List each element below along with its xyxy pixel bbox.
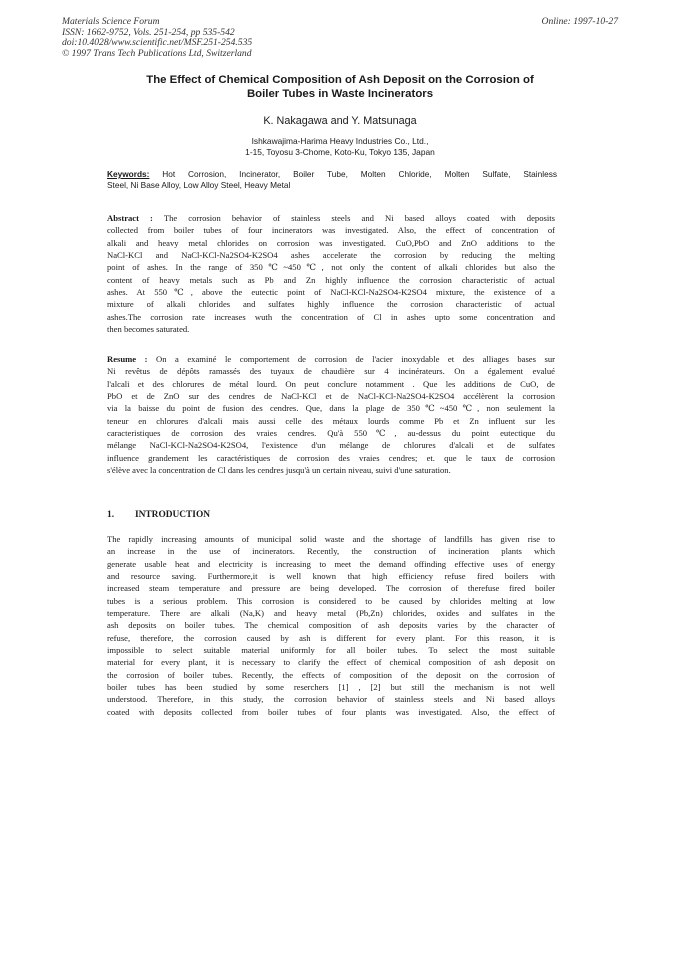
intro-line: material for every plant, it is necessary to clarify the effect of chemical composition of ash deposit on xyxy=(107,657,555,668)
affiliation xyxy=(90,136,590,158)
keywords-line-1 xyxy=(107,169,557,180)
paper-title xyxy=(90,73,590,101)
abstract-line: mixture of alkali chlorides and sulfates highly influence the corrosion characteristic of actual xyxy=(107,299,555,310)
keywords-text-1: Hot Corrosion, Incinerator, Boiler Tube, Molten Chloride, Molten Sulfate, Stainless xyxy=(162,169,557,179)
resume-line: influence grandement les caractéristiques de corrosion des vraies cendres; et. que le taux de corrosion xyxy=(107,452,555,463)
abstract-line: NaCl-KCl and NaCl-KCl-Na2SO4-K2SO4 ashes accelerate the corrosion by reducing the melting xyxy=(107,250,555,261)
keywords-block xyxy=(107,169,557,191)
abstract-label: Abstract : xyxy=(107,213,153,223)
abstract-line: ashes.The corrosion rate increases wuth the concentration of Cl in ashes upto some concentration and xyxy=(107,311,555,322)
keywords-line-2: Steel, Ni Base Alloy, Low Alloy Steel, Heavy Metal xyxy=(107,180,291,190)
abstract-line: Abstract : The corrosion behavior of stainless steels and Ni based alloys coated with deposits xyxy=(107,213,555,223)
issn-line: ISSN: 1662-9752, Vols. 251-254, pp 535-542 xyxy=(62,26,235,38)
resume-line: mélange NaCl-KCl-Na2SO4-K2SO4, l'existence d'un mélange de chlorures d'alcali et de sulfates xyxy=(107,440,555,451)
intro-line: impossible to select suitable material uniformly for all boiler tubes. To select the most suitable xyxy=(107,645,555,656)
intro-line: refuse, therefore, the corrosion caused by ash is different for every plant. For this reason, it is xyxy=(107,632,555,643)
section-title: INTRODUCTION xyxy=(135,510,211,520)
resume-line: Resume : On a examiné le comportement de corrosion de l'acier inoxydable et des alliages bases sur xyxy=(107,354,555,364)
intro-line: temperature. There are alkali (Na,K) and heavy metal (Pb,Zn) chlorides, oxides and sulfates in the xyxy=(107,608,555,619)
resume-line: l'alcali et des chlorures de métal lourd. On peut conclure notamment . Que les additions de CuO, de xyxy=(107,378,555,389)
resume-line: via la baisse du point de fusion des cendres. Que, dans la plage de 350℃~450℃, non seulement la xyxy=(107,403,555,414)
affiliation-line-2: 1-15, Toyosu 3-Chome, Koto-Ku, Tokyo 135, Japan xyxy=(245,147,435,157)
intro-line: increased steam temperature and pressure are being developed. The corrosion of therefuse fired boiler xyxy=(107,583,555,594)
intro-line: generate usable heat and electricity is increasing to meet the demand offinding effective uses of energy xyxy=(107,558,555,569)
resume-block xyxy=(107,353,555,476)
journal-name: Materials Science Forum xyxy=(62,16,160,27)
abstract-line: then becomes saturated. xyxy=(107,324,190,335)
resume-line: PbO et de ZnO sur des cendres de NaCl-KCl et de NaCl-KCl-Na2SO4-K2SO4 accélèrent la corrosion xyxy=(107,391,555,402)
abstract-line: collected from boiler tubes of four incinerators was investigated. Also, the effect of concentration of xyxy=(107,225,555,236)
resume-line: teneur en chlorures d'alcali mais aussi celle des métaux lourds comme Pb et Zn influent sur les xyxy=(107,415,555,426)
abstract-line: point of ashes. In the range of 350℃~450℃, not only the content of alkali chlorides but also the xyxy=(107,262,555,273)
title-line-2: Boiler Tubes in Waste Incinerators xyxy=(246,88,434,100)
abstract-block xyxy=(107,212,555,335)
affiliation-line-1: Ishkawajima-Harima Heavy Industries Co., Ltd., xyxy=(251,136,429,146)
online-date: Online: 1997-10-27 xyxy=(541,16,618,27)
intro-line: tubes is a serious problem. This corrosion is considered to be caused by chlorides melting at low xyxy=(107,595,555,606)
intro-line: understood. Therefore, in this study, the corrosion behavior of stainless steels and Ni based alloys xyxy=(107,694,555,705)
title-line-1: The Effect of Chemical Composition of Ash Deposit on the Corrosion of xyxy=(146,74,534,86)
abstract-line: ashes. At 550℃, above the eutectic point of NaCl-KCl-Na2SO4-K2SO4 mixture, the existence of a xyxy=(107,287,555,298)
author-list: K. Nakagawa and Y. Matsunaga xyxy=(263,115,417,127)
abstract-line: alkali and heavy metal chlorides on corrosion was investigated. CuO,PbO and ZnO additions to the xyxy=(107,237,555,248)
intro-line: boiler tubes has been studied by some reserchers [1] , [2] but still the mechanism is not well xyxy=(107,682,555,693)
intro-line: an increase in the use of incinerators. Recently, the construction of incineration plants which xyxy=(107,546,555,557)
resume-line: s'élève avec la concentration de Cl dans les cendres jusqu'à un certain niveau, suivi d'une saturation. xyxy=(107,465,451,476)
section-number: 1. xyxy=(107,510,115,520)
intro-line: coated with deposits collected from boiler tubes of four plants was investigated. Also, the effect of xyxy=(107,706,555,717)
intro-line: and resource saving. Furthermore,it is well known that high efficiency refuse fired boilers with xyxy=(107,571,555,582)
keywords-label: Keywords: xyxy=(107,169,150,179)
resume-line: caracteristiques de corrosion des vraies cendres. Qu'à 550℃, au-dessus du point eutectique du xyxy=(107,428,555,439)
intro-line: The rapidly increasing amounts of municipal solid waste and the shortage of landfills has given rise to xyxy=(107,534,555,544)
section-heading-introduction xyxy=(107,509,407,521)
intro-line: ash deposits on boiler tubes. The chemical composition of ash deposits varies by the character of xyxy=(107,620,555,631)
abstract-line: content of heavy metals such as Pb and Zn highly influence the corrosion characteristic of actual xyxy=(107,274,555,285)
copyright-line: © 1997 Trans Tech Publications Ltd, Switzerland xyxy=(62,47,252,59)
doi-link[interactable]: doi:10.4028/www.scientific.net/MSF.251-254.535 xyxy=(62,37,253,49)
intro-line: the corrosion of boiler tubes. Recently, the effects of composition of the deposit on the corrosion of xyxy=(107,669,555,680)
resume-label: Resume : xyxy=(107,354,148,364)
introduction-body xyxy=(107,533,555,718)
resume-line: Ni revêtus de dépôts ramassés des tuyaux de chaudière sur 4 incinérateurs. On a également evalué xyxy=(107,366,555,377)
